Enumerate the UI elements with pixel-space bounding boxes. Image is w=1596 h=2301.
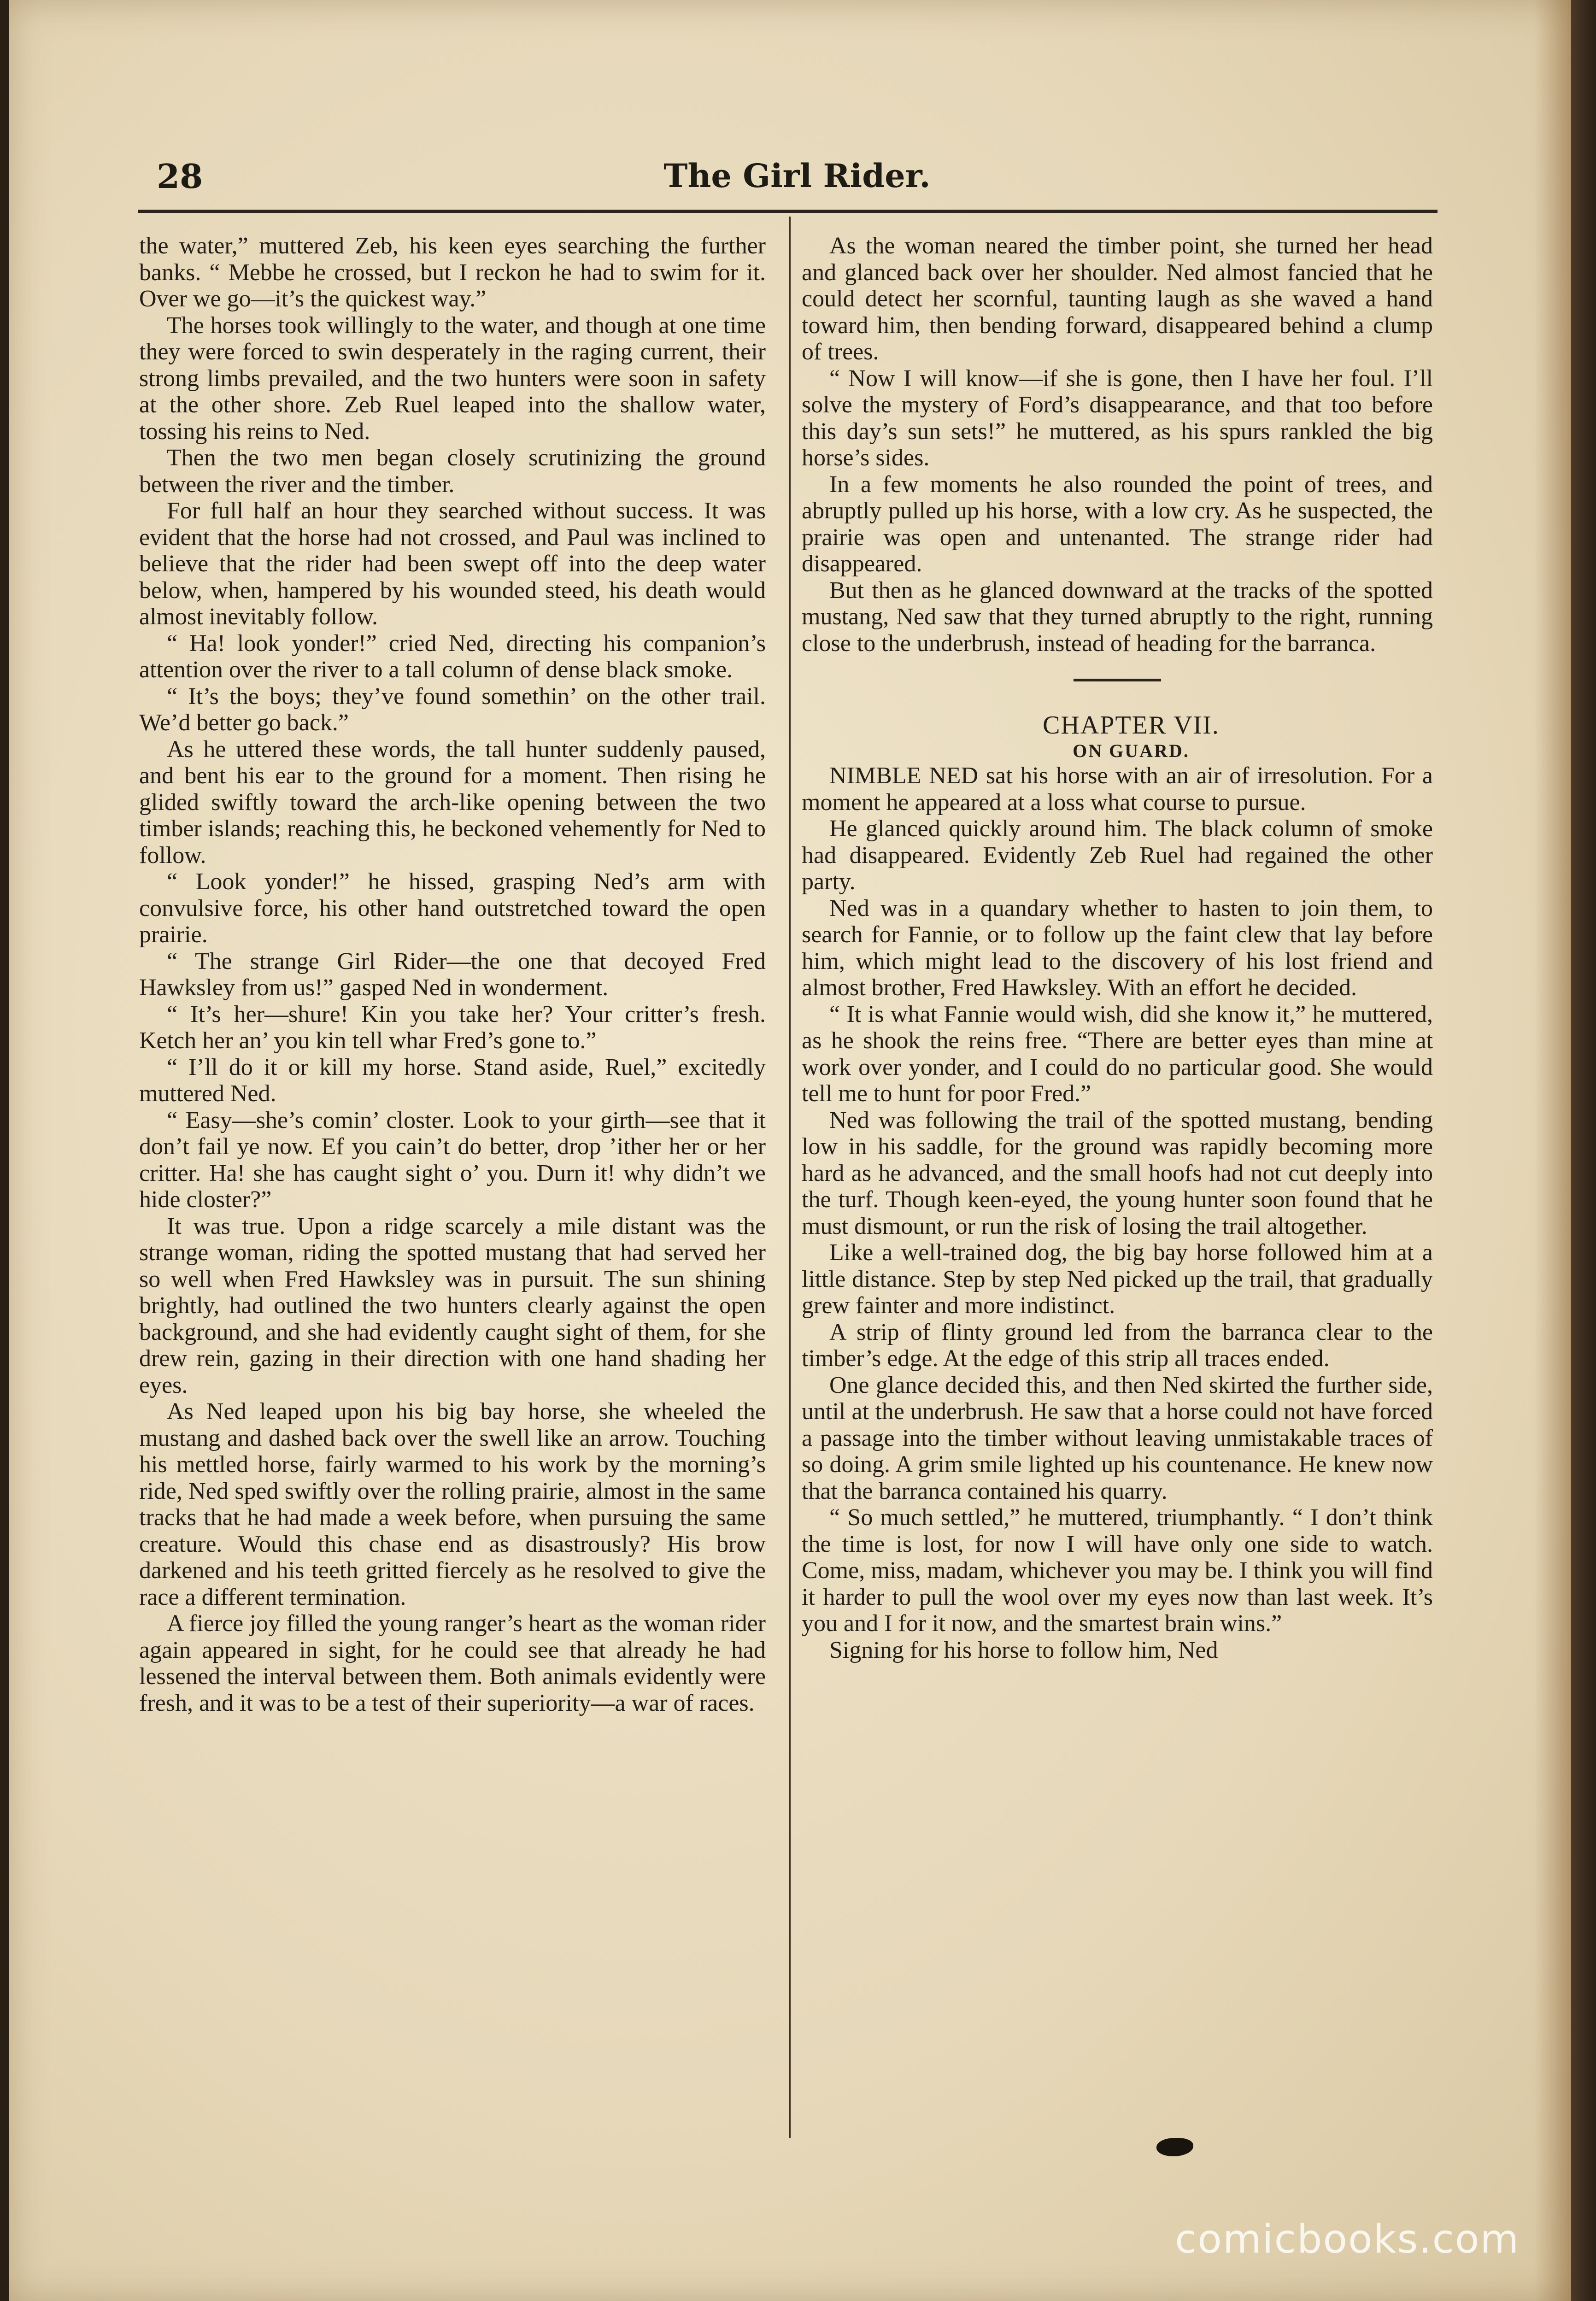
paragraph: The horses took willingly to the water, and though at one time they were forced to swin desperately in the raging current, their strong limbs prevailed, and the two hunters were soon in safety at the other shore. Zeb Ruel leaped into the shallow water, tossing his reins to Ned. bbox=[139, 312, 766, 445]
paragraph: For full half an hour they searched without success. It was evident that the horse had not crossed, and Paul was inclined to believe that the rider had been swept off into the deep water below, when, hampered by his wounded steed, his death would almost inevitably follow. bbox=[139, 498, 766, 630]
running-title: The Girl Rider. bbox=[663, 157, 931, 195]
paragraph: A strip of flinty ground led from the barranca clear to the timber’s edge. At the edge of this strip all traces ended. bbox=[802, 1319, 1433, 1372]
page-header bbox=[143, 152, 1451, 207]
chapter-subtitle: ON GUARD. bbox=[1073, 740, 1190, 761]
header-rule bbox=[138, 210, 1438, 213]
paragraph: “ It’s her—shure! Kin you take her? Your critter’s fresh. Ketch her an’ you kin tell whar Fred’s gone to.” bbox=[139, 1001, 766, 1054]
paragraph: NIMBLE NED sat his horse with an air of irresolution. For a moment he appeared at a loss what course to pursue. bbox=[802, 763, 1433, 816]
paragraph: As Ned leaped upon his big bay horse, she wheeled the mustang and dashed back over the swell like an arrow. Touching his mettled horse, fairly warmed to his work by the morning’s ride, Ned sped swiftly over the rolling prairie, almost in the same tracks that he had made a week before, when pursuing the same creature. Would this chase end as disastrously? His brow darkened and his teeth gritted fiercely as he resolved to give the race a different termination. bbox=[139, 1398, 766, 1610]
paragraph: It was true. Upon a ridge scarcely a mile distant was the strange woman, riding the spotted mustang that had served her so well when Fred Hawksley was in pursuit. The sun shining brightly, had outlined the two hunters clearly against the open background, and she had evidently caught sight of them, for she drew rein, gazing in their direction with one hand shading her eyes. bbox=[139, 1213, 766, 1398]
paragraph: “ So much settled,” he muttered, triumphantly. “ I don’t think the time is lost, for now I will have only one side to watch. Come, miss, madam, whichever you may be. I think you will find it harder to pull the wool over my eyes now than last week. It’s you and I for it now, and the smartest brain wins.” bbox=[802, 1504, 1433, 1637]
paragraph: A fierce joy filled the young ranger’s heart as the woman rider again appeared in sight, for he could see that already he had lessened the interval between them. Both animals evidently were fresh, and it was to be a test of their superiority—a war of races. bbox=[139, 1610, 766, 1716]
column-divider bbox=[789, 217, 791, 2138]
left-column bbox=[139, 233, 766, 1716]
paragraph: Signing for his horse to follow him, Ned bbox=[829, 1637, 1218, 1663]
paragraph: the water,” muttered Zeb, his keen eyes searching the further banks. “ Mebbe he crossed, but I reckon he had to swim for it. Over we go—it’s the quickest way.” bbox=[139, 233, 766, 312]
paragraph: Ned was following the trail of the spotted mustang, bending low in his saddle, for the ground was rapidly becoming more hard as he advanced, and the small hoofs had not cut deeply into the turf. Though keen-eyed, the young hunter soon found that he must dismount, or run the risk of losing the trail altogether. bbox=[802, 1107, 1433, 1239]
paragraph: “ The strange Girl Rider—the one that decoyed Fred Hawksley from us!” gasped Ned in wonderment. bbox=[139, 948, 766, 1001]
paragraph: “ Look yonder!” he hissed, grasping Ned’s arm with convulsive force, his other hand outstretched toward the open prairie. bbox=[139, 869, 766, 948]
chapter-title: CHAPTER VII. bbox=[1043, 711, 1220, 740]
paragraph: “ It is what Fannie would wish, did she know it,” he muttered, as he shook the reins free. “There are better eyes than mine at work over yonder, and I could do no particular good. She would tell me to hunt for poor Fred.” bbox=[802, 1001, 1433, 1107]
paragraph: “ Ha! look yonder!” cried Ned, directing his companion’s attention over the river to a tall column of dense black smoke. bbox=[139, 630, 766, 683]
paragraph: One glance decided this, and then Ned skirted the further side, until at the underbrush. He saw that a horse could not have forced a passage into the timber without leaving unmistakable traces of so doing. A grim smile lighted up his countenance. He knew now that the barranca contained his quarry. bbox=[802, 1372, 1433, 1504]
paragraph: “ Now I will know—if she is gone, then I have her foul. I’ll solve the mystery of Ford’s disappearance, and that too before this day’s sun sets!” he muttered, as his spurs rankled the big horse’s sides. bbox=[802, 365, 1433, 471]
paragraph: “ It’s the boys; they’ve found somethin’ on the other trail. We’d better go back.” bbox=[139, 683, 766, 736]
paragraph: Then the two men began closely scrutinizing the ground between the river and the timber. bbox=[139, 445, 766, 498]
paragraph: But then as he glanced downward at the tracks of the spotted mustang, Ned saw that they turned abruptly to the right, running close to the underbrush, instead of heading for the barranca. bbox=[802, 577, 1433, 657]
section-rule bbox=[1074, 679, 1161, 681]
paragraph: He glanced quickly around him. The black column of smoke had disappeared. Evidently Zeb Ruel had regained the other party. bbox=[802, 816, 1433, 895]
paragraph: Like a well-trained dog, the big bay horse followed him at a little distance. Step by step Ned picked up the trail, that gradually grew fainter and more indistinct. bbox=[802, 1239, 1433, 1319]
paragraph: As the woman neared the timber point, she turned her head and glanced back over her shoulder. Ned almost fancied that he could detect her scornful, taunting laugh as she waved a hand toward him, then bending forward, disappeared behind a clump of trees. bbox=[802, 233, 1433, 365]
site-watermark: comicbooks.com bbox=[1175, 2216, 1520, 2262]
paragraph: In a few moments he also rounded the point of trees, and abruptly pulled up his horse, with a low cry. As he suspected, the prairie was open and untenanted. The strange rider had disappeared. bbox=[802, 471, 1433, 577]
book-spine bbox=[1571, 0, 1596, 2301]
paragraph: Ned was in a quandary whether to hasten to join them, to search for Fannie, or to follow up the faint clew that lay before him, which might lead to the discovery of his lost friend and almost brother, Fred Hawksley. With an effort he decided. bbox=[802, 895, 1433, 1001]
paragraph: “ I’ll do it or kill my horse. Stand aside, Ruel,” excitedly muttered Ned. bbox=[139, 1054, 766, 1107]
right-column bbox=[802, 233, 1433, 1663]
paragraph: “ Easy—she’s comin’ closter. Look to your girth—see that it don’t fail ye now. Ef you cain’t do better, drop ’ither her or her critter. Ha! she has caught sight o’ you. Durn it! why didn’t we hide closter?” bbox=[139, 1107, 766, 1213]
page-number: 28 bbox=[157, 157, 203, 196]
paragraph: As he uttered these words, the tall hunter suddenly paused, and bent his ear to the ground for a moment. Then rising he glided swiftly toward the arch-like opening between the two timber islands; reaching this, he beckoned vehemently for Ned to follow. bbox=[139, 736, 766, 869]
